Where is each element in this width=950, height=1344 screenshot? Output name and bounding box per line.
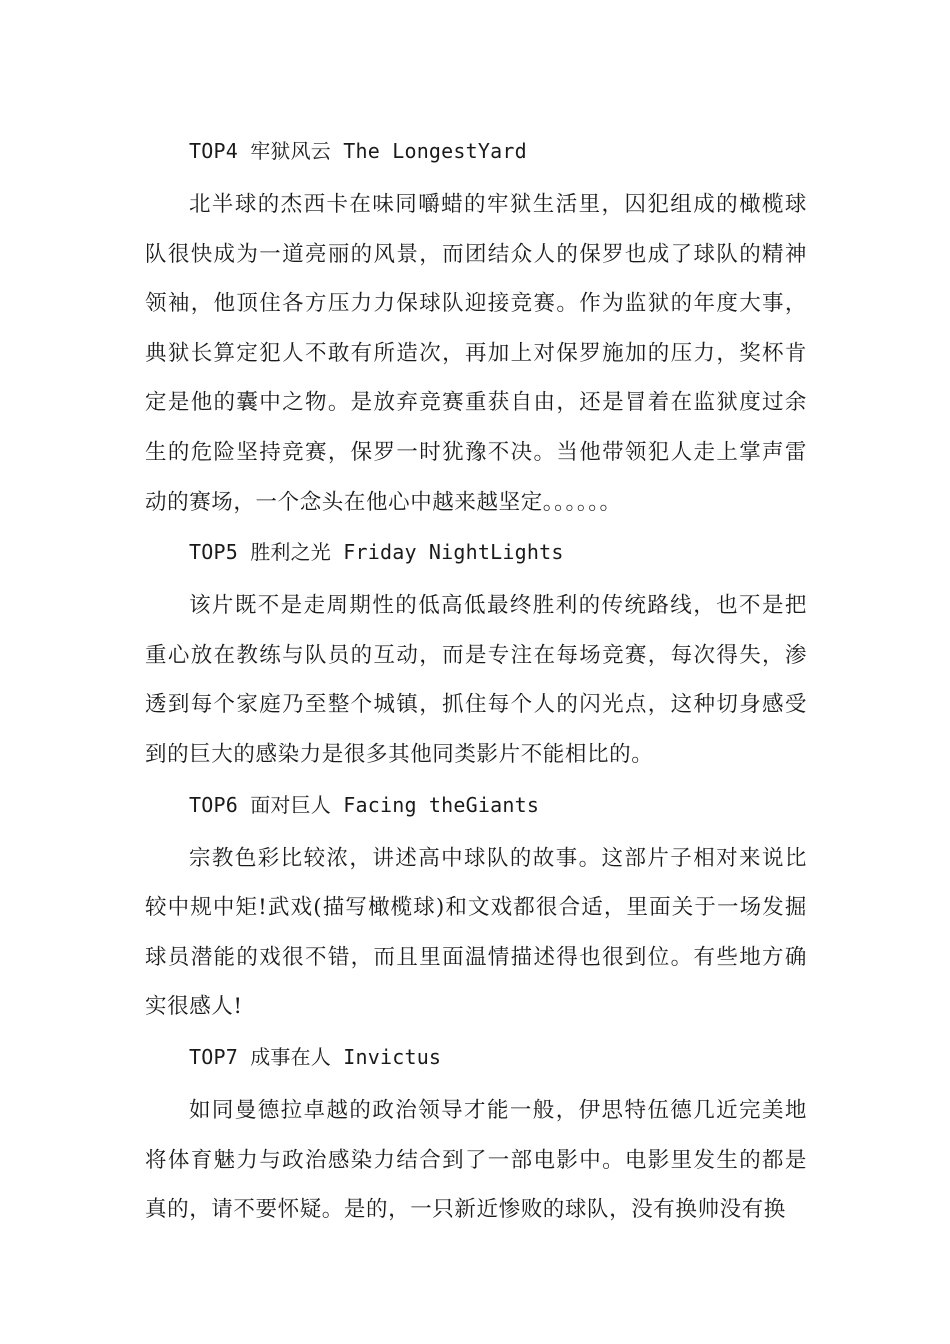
section-body-top5: 该片既不是走周期性的低高低最终胜利的传统路线，也不是把重心放在教练与队员的互动，而是专注在每场竞赛，每次得失，渗透到每个家庭乃至整个城镇，抓住每个人的闪光点，这种切身感受到的巨大的感染力是很多其他同类影片不能相比的。 — [145, 593, 807, 767]
document-body — [145, 130, 807, 1239]
section-heading-top4: TOP4 牢狱风云 The LongestYard — [189, 139, 527, 163]
section-body-top4: 北半球的杰西卡在味同嚼蜡的牢狱生活里，囚犯组成的橄榄球队很快成为一道亮丽的风景，而团结众人的保罗也成了球队的精神领袖，他顶住各方压力力保球队迎接竞赛。作为监狱的年度大事，典狱长算定犯人不敢有所造次，再加上对保罗施加的压力，奖杯肯定是他的囊中之物。是放弃竞赛重获自由，还是冒着在监狱度过余生的危险坚持竞赛，保罗一时犹豫不决。当他带领犯人走上掌声雷动的赛场，一个念头在他心中越来越坚定。。。。。。 — [145, 192, 807, 515]
section-heading-top5: TOP5 胜利之光 Friday NightLights — [189, 540, 564, 565]
section-heading-top6: TOP6 面对巨人 Facing theGiants — [189, 792, 540, 817]
section-body-top7: 如同曼德拉卓越的政治领导才能一般，伊思特伍德几近完美地将体育魅力与政治感染力结合到了一部电影中。电影里发生的都是真的，请不要怀疑。是的，一只新近惨败的球队，没有换帅没有换 — [145, 1097, 807, 1223]
section-heading-top7: TOP7 成事在人 Invictus — [189, 1044, 442, 1069]
section-body-top6: 宗教色彩比较浓，讲述高中球队的故事。这部片子相对来说比较中规中矩!武戏(描写橄榄球)和文戏都很合适，里面关于一场发掘球员潜能的戏很不错，而且里面温情描述得也很到位。有些地方确实很感人! — [145, 845, 807, 1020]
